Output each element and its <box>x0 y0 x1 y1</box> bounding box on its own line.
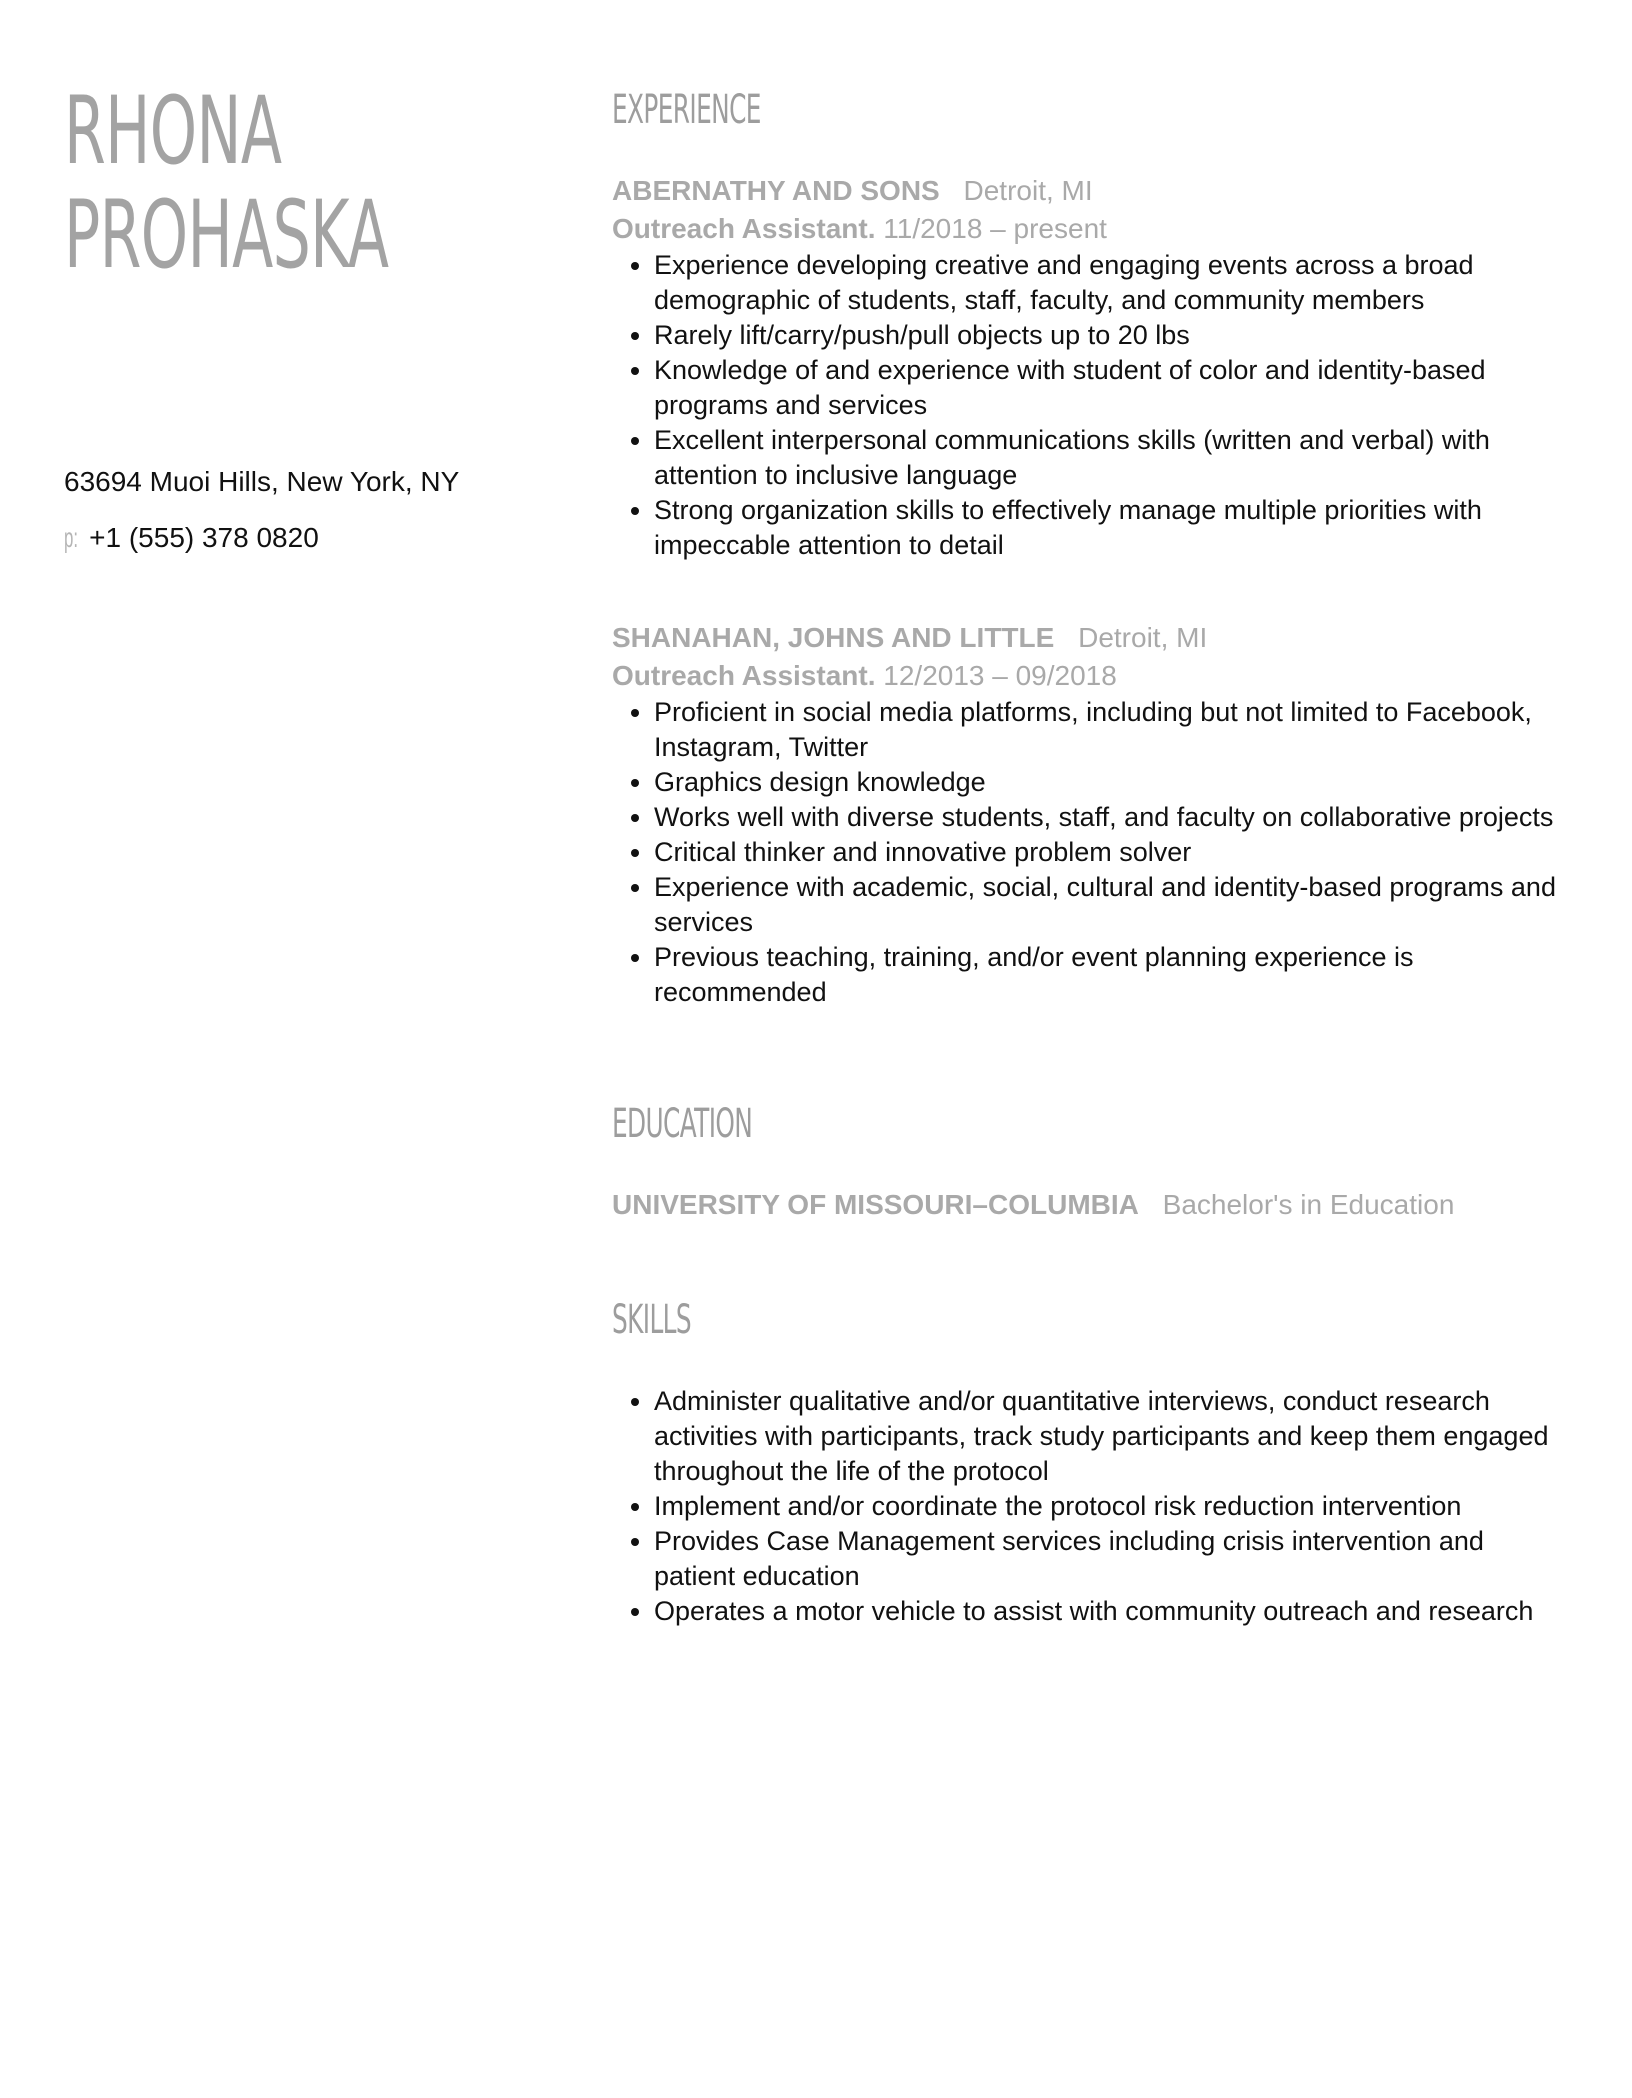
employer-line <box>612 619 1572 657</box>
name-block <box>64 77 564 290</box>
bullet-item: • Experience with academic, social, cultural and identity-based programs and services <box>654 870 1572 940</box>
bullet-item: • Critical thinker and innovative problem solver <box>654 835 1572 870</box>
job-location: Detroit, MI <box>1078 622 1208 653</box>
job-location: Detroit, MI <box>963 175 1093 206</box>
experience-title: EXPERIENCE <box>612 87 761 133</box>
job-bullets <box>612 248 1572 563</box>
job-dates: 12/2013 – 09/2018 <box>883 660 1117 691</box>
last-name: PROHASKA <box>64 181 389 290</box>
bullet-item: • Knowledge of and experience with student of color and identity-based programs and services <box>654 353 1572 423</box>
job-bullets <box>612 695 1572 1010</box>
skill-item: • Operates a motor vehicle to assist with community outreach and research <box>654 1594 1572 1629</box>
company-name: SHANAHAN, JOHNS AND LITTLE <box>612 622 1055 653</box>
main-content <box>612 86 1572 1629</box>
job-role: Outreach Assistant. <box>612 213 876 244</box>
school-name: UNIVERSITY OF MISSOURI–COLUMBIA <box>612 1189 1139 1220</box>
bullet-item: • Excellent interpersonal communications skills (written and verbal) with attention to inclusive language <box>654 423 1572 493</box>
education-entry <box>612 1186 1572 1224</box>
skill-item: • Implement and/or coordinate the protocol risk reduction intervention <box>654 1489 1572 1524</box>
education-title: EDUCATION <box>612 1101 753 1147</box>
job-entry <box>612 619 1572 1010</box>
bullet-item: • Rarely lift/carry/push/pull objects up to 20 lbs <box>654 318 1572 353</box>
bullet-item: • Previous teaching, training, and/or event planning experience is recommended <box>654 940 1572 1010</box>
education-section <box>612 1100 1572 1224</box>
bullet-item: • Works well with diverse students, staff, and faculty on collaborative projects <box>654 800 1572 835</box>
skills-title: SKILLS <box>612 1297 691 1343</box>
job-role: Outreach Assistant. <box>612 660 876 691</box>
degree: Bachelor's in Education <box>1162 1189 1455 1220</box>
phone-line <box>64 520 584 556</box>
address: 63694 Muoi Hills, New York, NY <box>64 466 460 497</box>
phone-label: p: <box>64 522 79 553</box>
skill-item: • Provides Case Management services including crisis intervention and patient education <box>654 1524 1572 1594</box>
job-entry <box>612 172 1572 563</box>
company-name: ABERNATHY AND SONS <box>612 175 940 206</box>
phone-number: +1 (555) 378 0820 <box>89 522 319 553</box>
role-line <box>612 210 1572 248</box>
experience-section <box>612 86 1572 1010</box>
role-line <box>612 657 1572 695</box>
employer-line <box>612 172 1572 210</box>
skills-section <box>612 1296 1572 1629</box>
bullet-item: • Strong organization skills to effectively manage multiple priorities with impeccable attention to detail <box>654 493 1572 563</box>
bullet-item: • Graphics design knowledge <box>654 765 1572 800</box>
bullet-item: • Experience developing creative and engaging events across a broad demographic of students, staff, faculty, and community members <box>654 248 1572 318</box>
contact-info <box>64 464 584 556</box>
skills-list <box>612 1384 1572 1629</box>
job-dates: 11/2018 – present <box>883 213 1107 244</box>
bullet-item: • Proficient in social media platforms, including but not limited to Facebook, Instagram, Twitter <box>654 695 1572 765</box>
skill-item: • Administer qualitative and/or quantitative interviews, conduct research activities with participants, track study participants and keep them engaged throughout the life of the protocol <box>654 1384 1572 1489</box>
first-name: RHONA <box>64 77 282 186</box>
